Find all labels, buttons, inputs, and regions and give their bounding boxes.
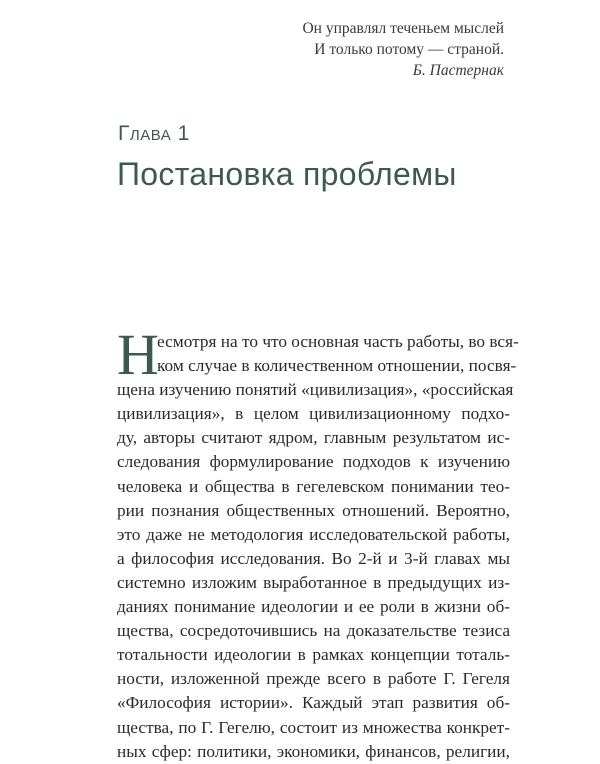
drop-cap: Н [117,322,159,387]
body-paragraph [117,322,519,764]
epigraph-line: И только потому — страной. [314,41,504,58]
text-line: есмотря на то что основная часть работы, во вся- [157,332,519,351]
chapter-label: Глава 1 [118,122,190,145]
text-line: а философия исследования. Во 2-й и 3-й главах мы [117,548,510,568]
text-line: щества, сосредоточившись на доказательстве тезиса [117,621,510,641]
text-line: цивилизация», в целом цивилизационному подхо- [117,404,510,424]
text-line: ком случае в количественном отношении, посвя- [157,356,517,376]
text-line: тотальности идеологии в рамках концепции тоталь- [117,645,510,665]
epigraph [302,18,504,81]
epigraph-line: Он управлял теченьем мыслей [302,20,504,37]
text-line: ду, авторы считают ядром, главным результатом ис- [117,428,510,448]
text-line: щества, по Г. Гегелю, состоит из множества конкрет- [117,717,510,737]
text-line: ности, изложенной прежде всего в работе Г. Гегеля [117,669,510,689]
text-line: системно изложим выработанное в предыдущих из- [117,572,510,592]
text-line: щена изучению понятий «цивилизация», «российская [117,380,514,400]
text-line: это даже не методология исследовательской работы, [117,524,510,544]
text-line: даниях понимание идеологии и ее роли в жизни об- [117,597,510,617]
epigraph-author: Б. Пастернак [412,62,504,79]
text-line: рии познания общественных отношений. Вероятно, [117,500,510,520]
text-line: ных сфер: политики, экономики, финансов, религии, [117,741,510,761]
text-line: человека и общества в гегелевском понимании тео- [117,476,510,496]
text-line: следования формулирование подходов к изучению [117,452,510,472]
chapter-title: Постановка проблемы [117,156,457,192]
text-line: «Философия истории». Каждый этап развития об- [117,693,510,713]
